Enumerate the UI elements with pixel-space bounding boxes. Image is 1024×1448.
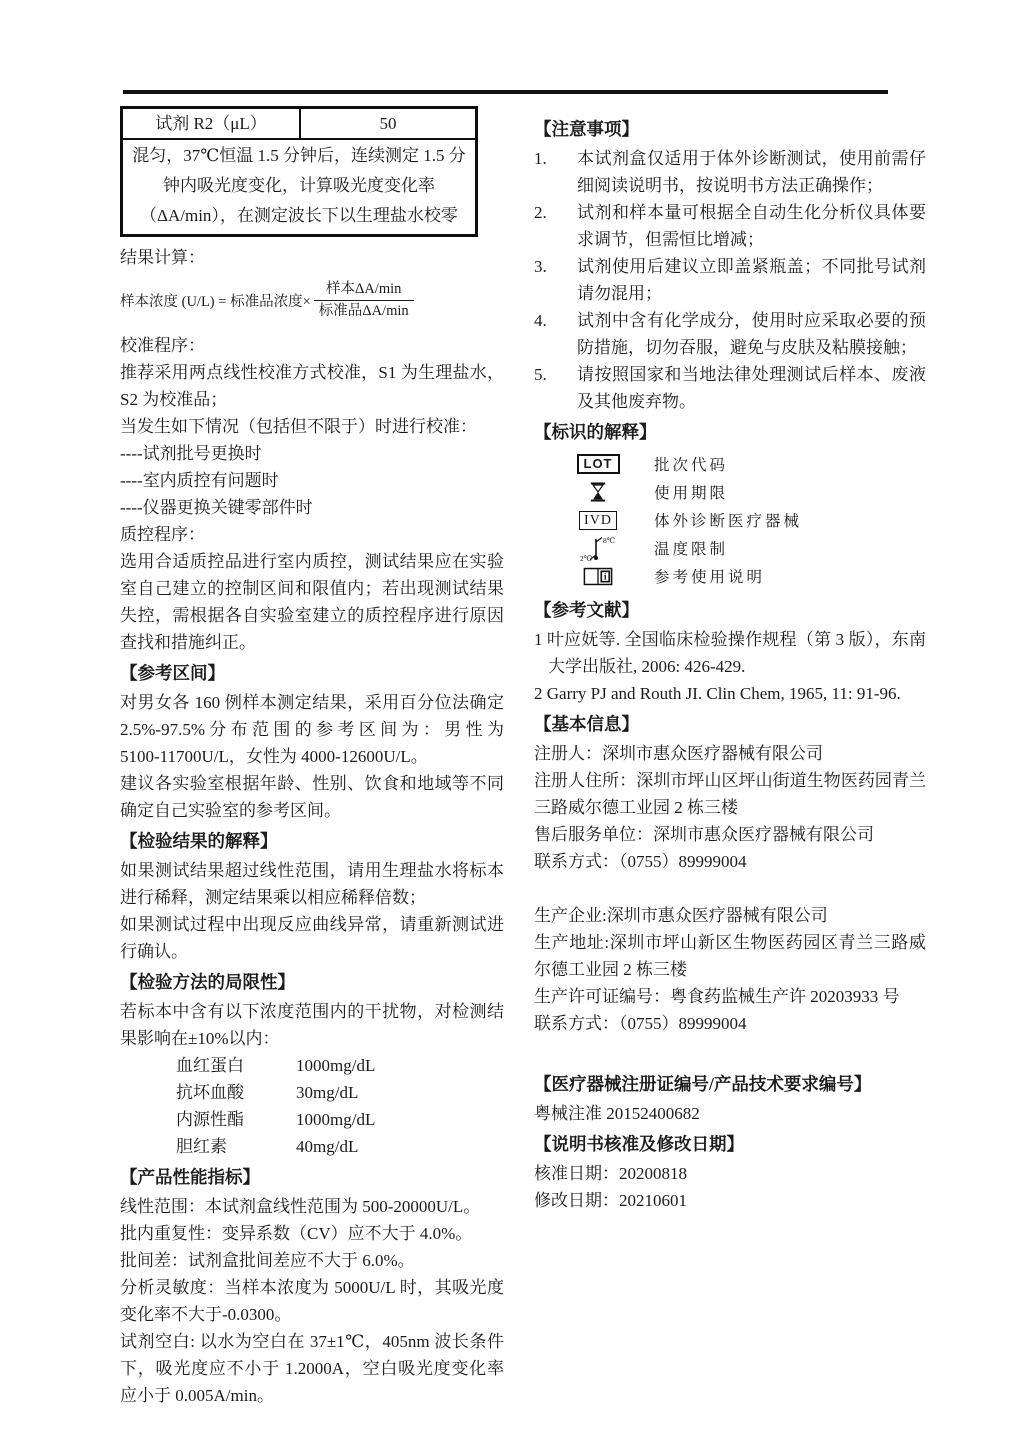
section-heading-references: 【参考文献】 xyxy=(534,600,639,620)
svg-text:2℃: 2℃ xyxy=(580,553,593,562)
precaution-item xyxy=(534,253,926,307)
symbol-row xyxy=(534,506,926,534)
interferent-row xyxy=(176,1079,504,1106)
interferent-name: 胆红素 xyxy=(176,1137,227,1156)
reference-interval-paragraph: 对男女各 160 例样本测定结果，采用百分位法确定 2.5%-97.5% 分 布 范 围 的 参 考 区 间 为 ： 男 性 为 5100-11700U/L，女性为 4000-12600U/L。 xyxy=(120,693,504,766)
right-column xyxy=(534,112,926,1214)
symbol-label: 参考使用说明 xyxy=(654,569,766,586)
symbol-label: 使用期限 xyxy=(654,485,729,502)
interferent-value: 1000mg/dL xyxy=(296,1056,376,1075)
consult-instructions-icon xyxy=(568,566,628,587)
precaution-item xyxy=(534,307,926,361)
precaution-text: 试剂中含有化学成分，使用时应采取必要的预防措施，切勿吞服，避免与皮肤及粘膜接触； xyxy=(577,311,926,357)
precaution-number: 5. xyxy=(534,365,547,384)
section-heading-revision: 【说明书核准及修改日期】 xyxy=(534,1134,744,1154)
performance-line: 分析灵敏度：当样本浓度为 5000U/L 时，其吸光度变化率不大于-0.0300。 xyxy=(120,1278,504,1324)
concentration-formula xyxy=(120,280,504,321)
precaution-text: 本试剂盒仅适用于体外诊断测试，使用前需仔细阅读说明书，按说明书方法正确操作； xyxy=(577,149,926,195)
performance-line: 试剂空白: 以水为空白在 37±1℃，405nm 波长条件下，吸光度应不小于 1.2000A，空白吸光度变化率应小于 0.005A/min。 xyxy=(120,1332,504,1405)
table-cell-volume: 50 xyxy=(379,114,397,133)
svg-text:i: i xyxy=(603,572,607,583)
limitations-intro: 若标本中含有以下浓度范围内的干扰物，对检测结果影响在±10%以内： xyxy=(120,1002,504,1048)
symbols-table xyxy=(534,450,926,590)
modify-date-line: 修改日期：20210601 xyxy=(534,1191,687,1210)
interferent-name: 抗坏血酸 xyxy=(176,1083,244,1102)
calibration-title: 校准程序： xyxy=(120,336,205,355)
calibration-paragraph: 推荐采用两点线性校准方式校准，S1 为生理盐水，S2 为校准品； xyxy=(120,363,504,409)
manufacturer-line: 生产企业:深圳市惠众医疗器械有限公司 xyxy=(534,906,828,925)
hourglass-icon xyxy=(568,482,628,502)
section-heading-basic-info: 【基本信息】 xyxy=(534,714,639,734)
ivd-icon: IVD xyxy=(568,511,628,530)
symbol-row xyxy=(534,450,926,478)
section-heading-reference-interval: 【参考区间】 xyxy=(120,663,225,683)
registrant-line: 注册人：深圳市惠众医疗器械有限公司 xyxy=(534,744,823,763)
section-heading-precautions: 【注意事项】 xyxy=(534,119,639,139)
formula-lhs: 样本浓度 (U/L) = 标准品浓度× xyxy=(120,294,311,310)
manufacture-address-line: 生产地址:深圳市坪山新区生物医药园区青兰三路威尔德工业园 2 栋三楼 xyxy=(534,933,926,979)
performance-line: 线性范围：本试剂盒线性范围为 500-20000U/L。 xyxy=(120,1197,481,1216)
precaution-number: 1. xyxy=(534,149,547,168)
symbol-label: 体外诊断医疗器械 xyxy=(654,513,803,530)
precaution-item xyxy=(534,199,926,253)
precaution-number: 3. xyxy=(534,257,547,276)
interferent-value: 40mg/dL xyxy=(296,1137,359,1156)
symbol-label: 批次代码 xyxy=(654,457,729,474)
calibration-dash-item: ----仪器更换关键零部件时 xyxy=(120,498,313,517)
symbol-row xyxy=(534,562,926,590)
qc-title: 质控程序： xyxy=(120,525,205,544)
contact-line: 联系方式：（0755）89999004 xyxy=(534,1014,747,1033)
symbol-label: 温度限制 xyxy=(654,541,729,558)
performance-line: 批内重复性：变异系数（CV）应不大于 4.0%。 xyxy=(120,1224,473,1243)
section-heading-interpretation: 【检验结果的解释】 xyxy=(120,831,278,851)
qc-body: 选用合适质控品进行室内质控，测试结果应在实验室自己建立的控制区间和限值内；若出现测试结果失控，需根据各自实验室建立的质控程序进行原因查找和措施纠正。 xyxy=(120,552,504,652)
result-calc-label: 结果计算： xyxy=(120,248,205,267)
after-sales-line: 售后服务单位：深圳市惠众医疗器械有限公司 xyxy=(534,825,874,844)
section-heading-registration: 【医疗器械注册证编号/产品技术要求编号】 xyxy=(534,1074,872,1094)
contact-line: 联系方式：（0755）89999004 xyxy=(534,852,747,871)
calibration-dash-item: ----试剂批号更换时 xyxy=(120,444,262,463)
precaution-number: 4. xyxy=(534,311,547,330)
reagent-table xyxy=(120,106,478,237)
interferent-value: 30mg/dL xyxy=(296,1083,359,1102)
reference-item: 1 叶应妩等. 全国临床检验操作规程（第 3 版），东南大学出版社, 2006: 426-429. xyxy=(534,630,926,676)
precaution-item xyxy=(534,145,926,199)
interferent-value: 1000mg/dL xyxy=(296,1110,376,1129)
calibration-paragraph: 当发生如下情况（包括但不限于）时进行校准： xyxy=(120,417,477,436)
precaution-item xyxy=(534,361,926,415)
interferent-row xyxy=(176,1133,504,1160)
performance-line: 批间差：试剂盒批间差应不大于 6.0%。 xyxy=(120,1251,415,1270)
formula-fraction xyxy=(314,280,414,321)
table-merged-cell: 混匀，37℃恒温 1.5 分钟后，连续测定 1.5 分钟内吸光度变化，计算吸光度变化率（ΔA/min），在测定波长下以生理盐水校零 xyxy=(132,146,466,225)
interferent-name: 血红蛋白 xyxy=(176,1056,244,1075)
approval-date-line: 核准日期：20200818 xyxy=(534,1164,687,1183)
calibration-dash-item: ----室内质控有问题时 xyxy=(120,471,279,490)
precaution-number: 2. xyxy=(534,203,547,222)
spacer xyxy=(534,875,926,902)
interpretation-paragraph: 如果测试结果超过线性范围，请用生理盐水将标本进行稀释，测定结果乘以相应稀释倍数； xyxy=(120,861,504,907)
table-row xyxy=(123,109,475,140)
interferent-row xyxy=(176,1052,504,1079)
interferent-name: 内源性酯 xyxy=(176,1110,244,1129)
section-heading-symbols: 【标识的解释】 xyxy=(534,422,657,442)
section-heading-limitations: 【检验方法的局限性】 xyxy=(120,972,295,992)
reference-item: 2 Garry PJ and Routh JI. Clin Chem, 1965, 11: 91-96. xyxy=(534,684,901,703)
temperature-limit-icon xyxy=(568,535,628,562)
svg-text:8℃: 8℃ xyxy=(603,535,616,545)
table-cell-reagent-r2: 试剂 R2（μL） xyxy=(123,109,301,138)
spacer xyxy=(534,1037,926,1067)
interferent-row xyxy=(176,1106,504,1133)
precaution-text: 请按照国家和当地法律处理测试后样本、废液及其他废弃物。 xyxy=(577,365,926,411)
symbol-row xyxy=(534,534,926,562)
license-line: 生产许可证编号：粤食药监械生产许 20203933 号 xyxy=(534,987,900,1006)
section-heading-performance: 【产品性能指标】 xyxy=(120,1167,260,1187)
registrant-address-line: 注册人住所：深圳市坪山区坪山街道生物医药园青兰三路威尔德工业园 2 栋三楼 xyxy=(534,771,926,817)
symbol-row xyxy=(534,478,926,506)
formula-numerator: 样本ΔA/min xyxy=(314,280,414,301)
formula-denominator: 标准品ΔA/min xyxy=(318,303,409,319)
left-column xyxy=(120,106,504,1409)
registration-number: 粤械注准 20152400682 xyxy=(534,1104,700,1123)
header-rule xyxy=(123,90,888,94)
interpretation-paragraph: 如果测试过程中出现反应曲线异常，请重新测试进行确认。 xyxy=(120,915,504,961)
lot-icon: LOT xyxy=(568,454,628,474)
precaution-text: 试剂和样本量可根据全自动生化分析仪具体要求调节，但需恒比增减； xyxy=(577,203,926,249)
precaution-text: 试剂使用后建议立即盖紧瓶盖；不同批号试剂请勿混用； xyxy=(577,257,926,303)
reference-interval-paragraph: 建议各实验室根据年龄、性别、饮食和地域等不同确定自己实验室的参考区间。 xyxy=(120,774,504,820)
